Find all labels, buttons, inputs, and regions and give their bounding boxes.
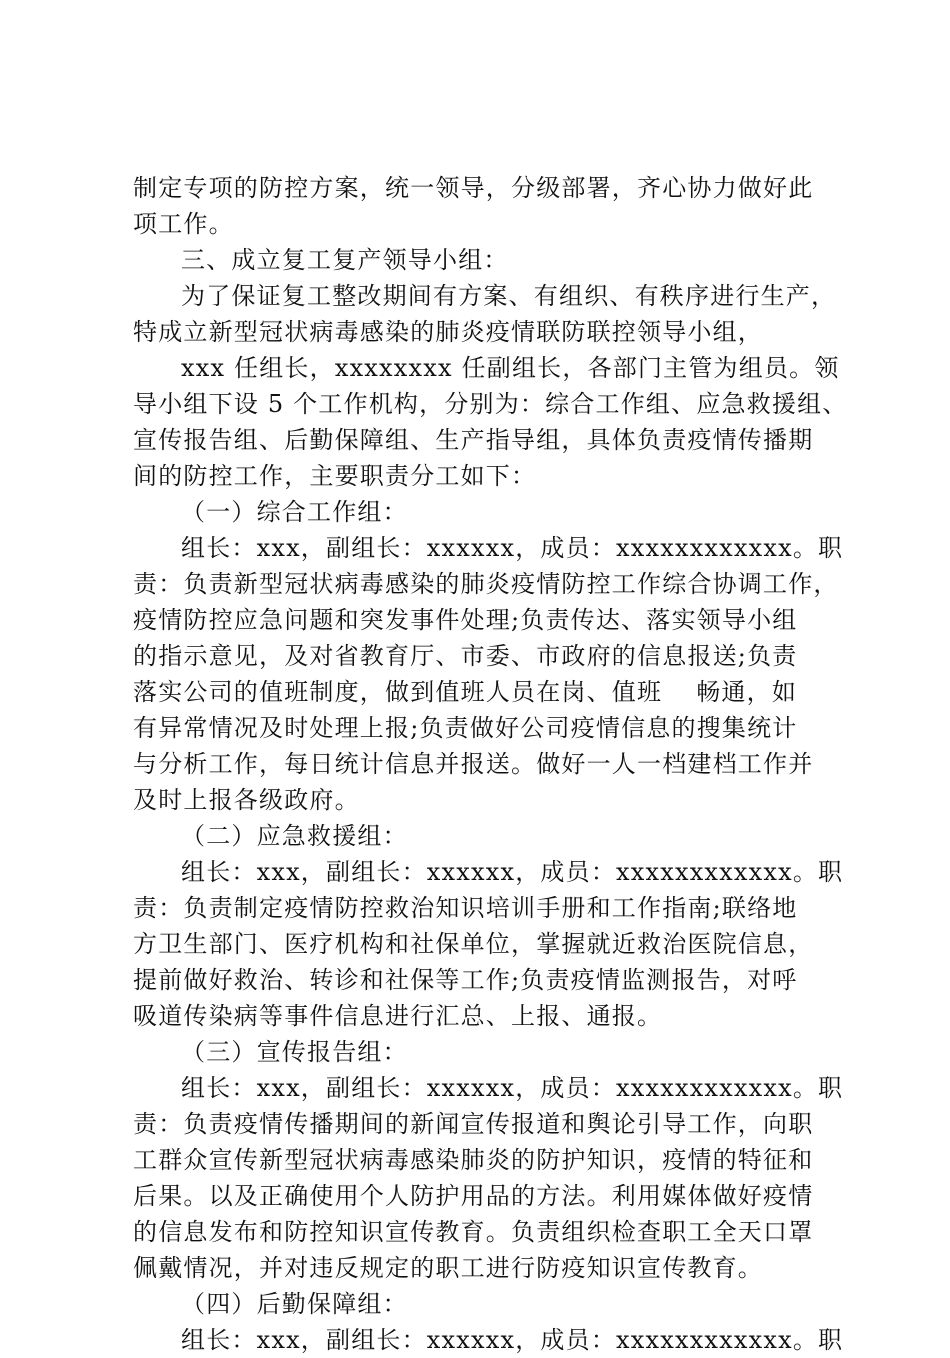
text-line: 佩戴情况，并对违反规定的职工进行防疫知识宣传教育。 [133,1254,763,1282]
text-line: 组长：xxx，副组长：xxxxxx，成员：xxxxxxxxxxxx。职 [181,858,844,886]
text-line: 有异常情况及时处理上报;负责做好公司疫情信息的搜集统计 [133,714,798,742]
text-line: 责：负责疫情传播期间的新闻宣传报道和舆论引导工作，向职 [133,1110,814,1138]
text-line: （四）后勤保障组： [181,1290,408,1318]
text-line: 后果。以及正确使用个人防护用品的方法。利用媒体做好疫情 [133,1182,814,1210]
text-line: （三）宣传报告组： [181,1038,408,1066]
text-line: （一）综合工作组： [181,498,408,526]
text-line: 的指示意见，及对省教育厅、市委、市政府的信息报送;负责 [133,642,798,670]
text-line: 落实公司的值班制度，做到值班人员在岗、值班 畅通，如 [133,678,798,706]
text-line: 工群众宣传新型冠状病毒感染肺炎的防护知识，疫情的特征和 [133,1146,814,1174]
text-line: 项工作。 [133,210,234,238]
text-line: 导小组下设 5 个工作机构，分别为：综合工作组、应急救援组、 [133,390,848,418]
text-line: xxx 任组长，xxxxxxxx 任副组长，各部门主管为组员。领 [181,354,840,382]
text-line: 及时上报各级政府。 [133,786,360,814]
text-line: 方卫生部门、医疗机构和社保单位，掌握就近救治医院信息， [133,930,814,958]
text-line: 的信息发布和防控知识宣传教育。负责组织检查职工全天口罩 [133,1218,814,1246]
text-line: 特成立新型冠状病毒感染的肺炎疫情联防联控领导小组， [133,318,763,346]
text-line: 三、成立复工复产领导小组： [181,246,509,274]
text-line: 为了保证复工整改期间有方案、有组织、有秩序进行生产， [181,282,837,310]
text-line: 疫情防控应急问题和突发事件处理;负责传达、落实领导小组 [133,606,798,634]
text-line: 组长：xxx，副组长：xxxxxx，成员：xxxxxxxxxxxx。职 [181,534,844,562]
text-line: 提前做好救治、转诊和社保等工作;负责疫情监测报告，对呼 [133,966,798,994]
text-line: 组长：xxx，副组长：xxxxxx，成员：xxxxxxxxxxxx。职 [181,1074,844,1102]
text-line: 吸道传染病等事件信息进行汇总、上报、通报。 [133,1002,663,1030]
document-body [133,170,848,1358]
text-line: 与分析工作，每日统计信息并报送。做好一人一档建档工作并 [133,750,814,778]
text-line: 制定专项的防控方案，统一领导，分级部署，齐心协力做好此 [133,174,814,202]
text-line: （二）应急救援组： [181,822,408,850]
text-line: 责：负责制定疫情防控救治知识培训手册和工作指南;联络地 [133,894,798,922]
text-line: 责：负责新型冠状病毒感染的肺炎疫情防控工作综合协调工作， [133,570,839,598]
text-line: 组长：xxx，副组长：xxxxxx，成员：xxxxxxxxxxxx。职 [181,1326,844,1354]
text-line: 间的防控工作，主要职责分工如下： [133,462,537,490]
text-line: 宣传报告组、后勤保障组、生产指导组，具体负责疫情传播期 [133,426,814,454]
